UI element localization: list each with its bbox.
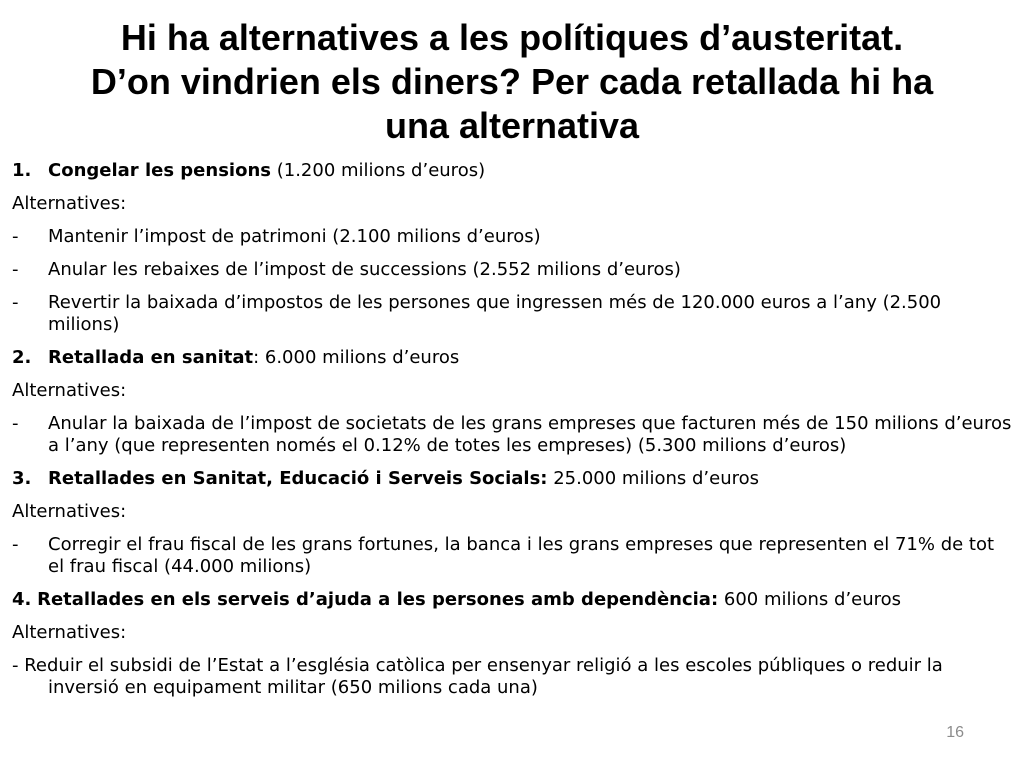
list-item: [12, 413, 1012, 457]
dash-bullet: -: [12, 226, 19, 247]
alternatives-label: Alternatives:: [12, 193, 127, 214]
section-number: 3.: [12, 468, 32, 489]
list-item-text: Anular les rebaixes de l’impost de successions (2.552 milions d’euros): [48, 259, 681, 280]
alternatives-label: Alternatives:: [12, 622, 127, 643]
section-number: 2.: [12, 347, 32, 368]
list-item-text: Anular la baixada de l’impost de societats de les grans empreses que facturen més de 150 milions d’euros a l’any (que representen només el 0.12% de totes les empreses) (5.300 milions d’euros): [48, 413, 1012, 456]
alternatives-label: Alternatives:: [12, 501, 127, 522]
section-3-heading: [12, 468, 1012, 490]
section-heading: Retallada en sanitat: [48, 347, 254, 368]
list-item: [12, 292, 1012, 336]
list-item: [12, 534, 1012, 578]
title-line-1: Hi ha alternatives a les polítiques d’austeritat.: [120, 17, 904, 58]
title-line-3: una alternativa: [384, 105, 640, 146]
section-number: 4.: [12, 589, 32, 610]
list-item: [12, 226, 1012, 248]
section-4-heading: [12, 589, 1012, 611]
dash-bullet: -: [12, 534, 19, 555]
slide-title: [20, 16, 1004, 148]
section-detail: (1.200 milions d’euros): [271, 160, 486, 181]
section-1-heading: [12, 160, 1012, 182]
list-item: [12, 655, 1012, 699]
page-number: 16: [946, 724, 964, 741]
list-item-text: Reduir el subsidi de l’Estat a l’església catòlica per ensenyar religió a les escoles públiques o reduir la inversió en equipament militar (650 milions cada una): [24, 655, 943, 698]
dash-bullet: -: [12, 413, 19, 434]
section-heading: Retallades en els serveis d’ajuda a les persones amb dependència:: [37, 589, 719, 610]
slide-content: [12, 160, 1012, 710]
section-heading: Congelar les pensions: [48, 160, 271, 181]
list-item-text: Revertir la baixada d’impostos de les persones que ingressen més de 120.000 euros a l’any (2.500 milions): [48, 292, 942, 335]
section-detail: 600 milions d’euros: [718, 589, 902, 610]
list-item-text: Mantenir l’impost de patrimoni (2.100 milions d’euros): [48, 226, 541, 247]
list-item-text: Corregir el frau fiscal de les grans fortunes, la banca i les grans empreses que representen el 71% de tot el frau fiscal (44.000 milions): [48, 534, 995, 577]
section-number: 1.: [12, 160, 32, 181]
section-heading: Retallades en Sanitat, Educació i Serveis Socials:: [48, 468, 548, 489]
section-detail: : 6.000 milions d’euros: [253, 347, 460, 368]
dash-bullet: -: [12, 259, 19, 280]
alternatives-label: Alternatives:: [12, 380, 127, 401]
section-2-heading: [12, 347, 1012, 369]
list-item: [12, 259, 1012, 281]
dash-bullet: -: [12, 655, 19, 676]
title-line-2: D’on vindrien els diners? Per cada retallada hi ha: [90, 61, 934, 102]
section-detail: 25.000 milions d’euros: [547, 468, 759, 489]
dash-bullet: -: [12, 292, 19, 313]
